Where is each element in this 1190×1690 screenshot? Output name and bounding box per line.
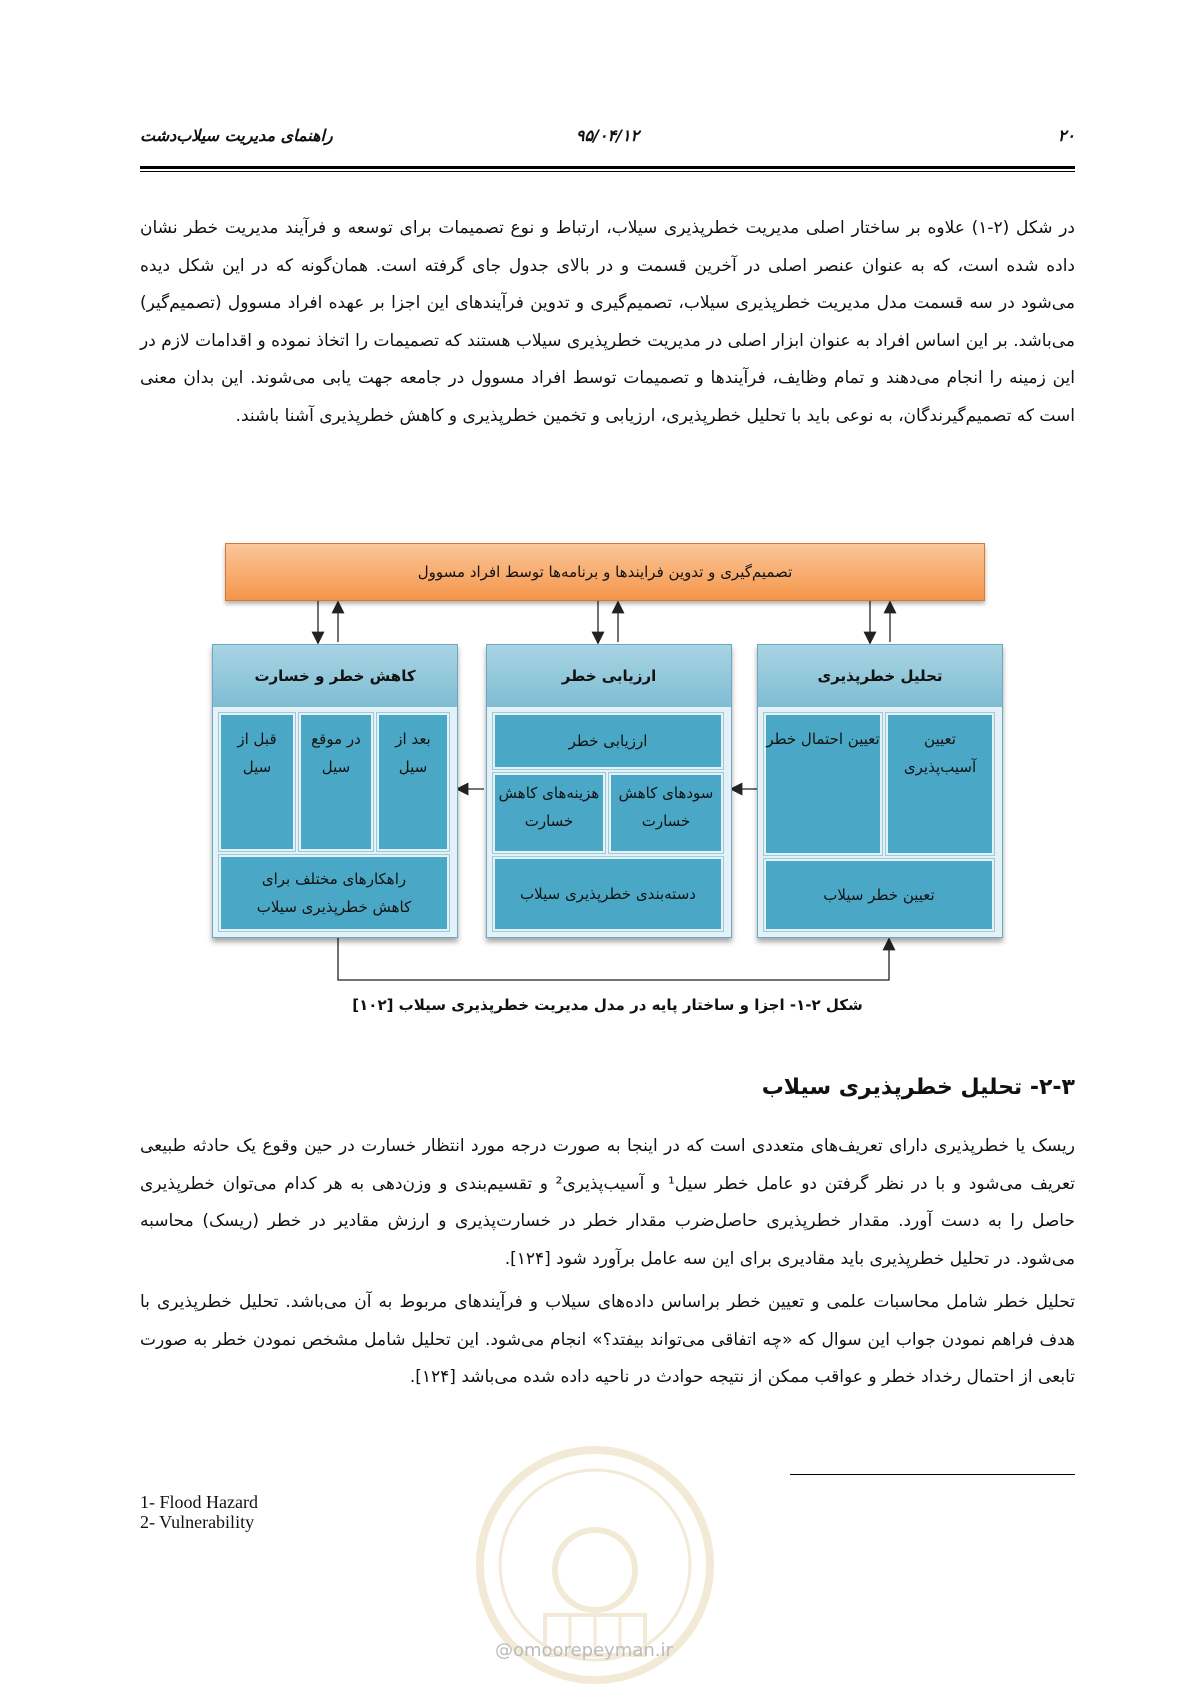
panel-risk-reduction-title: کاهش خطر و خسارت: [213, 645, 457, 707]
paragraph-hazard-analysis: تحلیل خطر شامل محاسبات علمی و تعیین خطر براساس داده‌های سیلاب و فرآیندهای مربوط به آن می‌باشد. تحلیل خطرپذیری با هدف فراهم نمودن جواب این سوال که «چه اتفاقی می‌تواند بیفتد؟» انجام می‌شود. این تحلیل شامل مشخص نمودن خطر به صورت تابعی از احتمال رخداد خطر و عواقب ممکن از نتیجه حوادث در ناحیه داده شده می‌باشد [۱۲۴].: [140, 1292, 1075, 1387]
footnote-rule: [790, 1474, 1075, 1475]
panel-risk-assessment: [486, 644, 732, 938]
cell-mitigation-strategies: راهکارهای مختلف برای کاهش خطرپذیری سیلاب: [219, 855, 449, 931]
header-rule-thin: [140, 171, 1075, 172]
section-heading: ۲-۳- تحلیل خطرپذیری سیلاب: [761, 1075, 1075, 1100]
footnotes: [140, 1492, 258, 1532]
cell-vulnerability: تعیین آسیب‌پذیری: [886, 713, 994, 855]
paragraph-intro: در شکل (۲-۱) علاوه بر ساختار اصلی مدیریت خطرپذیری سیلاب، ارتباط و نوع تصمیمات برای توسعه و فرآیند مدیریت خطر نشان داده شده است، که به عنوان عنصر اصلی در آخرین قسمت و در بالای جدول جای گرفته است. همان‌گونه که در این شکل دیده می‌شود در سه قسمت مدل مدیریت خطرپذیری سیلاب، تصمیم‌گیری و تدوین فرآیندهای این اجزا بر عهده افراد مسوول (تصمیم‌گیر) می‌باشد. بر این اساس افراد به عنوان ابزار اصلی در مدیریت خطرپذیری سیلاب هستند که تصمیمات را اتخاذ نموده و اقدامات لازم در این زمینه را انجام می‌دهند و تمام وظایف، فرآیندها و تصمیمات توسط افراد مسوول در جامعه جهت یابی می‌شوند. این بدان معنی است که تصمیم‌گیرندگان، به نوعی باید با تحلیل خطرپذیری، ارزیابی و تخمین خطرپذیری و کاهش خطرپذیری آشنا باشند.: [140, 218, 1075, 426]
panel-risk-assessment-title: ارزیابی خطر: [487, 645, 731, 707]
figure-caption: شکل ۲-۱- اجزا و ساختار پایه در مدل مدیریت خطرپذیری سیلاب [۱۰۲]: [352, 996, 863, 1014]
page-number: ۲۰: [1057, 126, 1075, 145]
cell-risk-classification: دسته‌بندی خطرپذیری سیلاب: [493, 857, 723, 931]
paragraph-risk-definition: ریسک یا خطرپذیری دارای تعریف‌های متعددی است که در اینجا به صورت درجه مورد انتظار خسارت در حین وقوع یک حادثه طبیعی تعریف می‌شود و با در نظر گرفتن دو عامل خطر سیل¹ و آسیب‌پذیری² و تقسیم‌بندی و وزن‌دهی به هر کدام می‌توان خطرپذیری حاصل را به دست آورد. مقدار خطرپذیری حاصل‌ضرب مقدار خطر در خسارت‌پذیری و ارزش مقادیر در خطر (ریسک) محاسبه می‌شود. در تحلیل خطرپذیری باید مقادیری برای این سه عامل برآورد شود [۱۲۴].: [140, 1136, 1075, 1269]
header-title: راهنمای مدیریت سیلاب‌دشت: [140, 126, 333, 145]
header-date: ۹۵/۰۴/۱۲: [575, 126, 640, 145]
header-rule: [140, 166, 1075, 169]
decision-making-box: تصمیم‌گیری و تدوین فرایندها و برنامه‌ها توسط افراد مسوول: [225, 543, 985, 601]
panel-risk-analysis-title: تحلیل خطرپذیری: [758, 645, 1002, 707]
cell-during-flood: در موقع سیل: [299, 713, 373, 851]
cell-hazard-probability: تعیین احتمال خطر: [764, 713, 882, 855]
panel-risk-reduction: [212, 644, 458, 938]
cell-flood-hazard: تعیین خطر سیلاب: [764, 859, 994, 931]
cell-before-flood: قبل از سیل: [219, 713, 295, 851]
feedback-loop-arrow: [338, 938, 889, 980]
footnote-2: 2- Vulnerability: [140, 1512, 255, 1532]
page-header: [140, 126, 1075, 170]
cell-damage-reduction-costs: هزینه‌های کاهش خسارت: [493, 773, 605, 853]
watermark-text: @omoorepeyman.ir: [495, 1640, 673, 1661]
footnote-1: 1- Flood Hazard: [140, 1492, 258, 1512]
cell-damage-reduction-benefits: سودهای کاهش خسارت: [609, 773, 723, 853]
cell-after-flood: بعد از سیل: [377, 713, 449, 851]
cell-risk-assessment: ارزیابی خطر: [493, 713, 723, 769]
panel-risk-analysis: [757, 644, 1003, 938]
